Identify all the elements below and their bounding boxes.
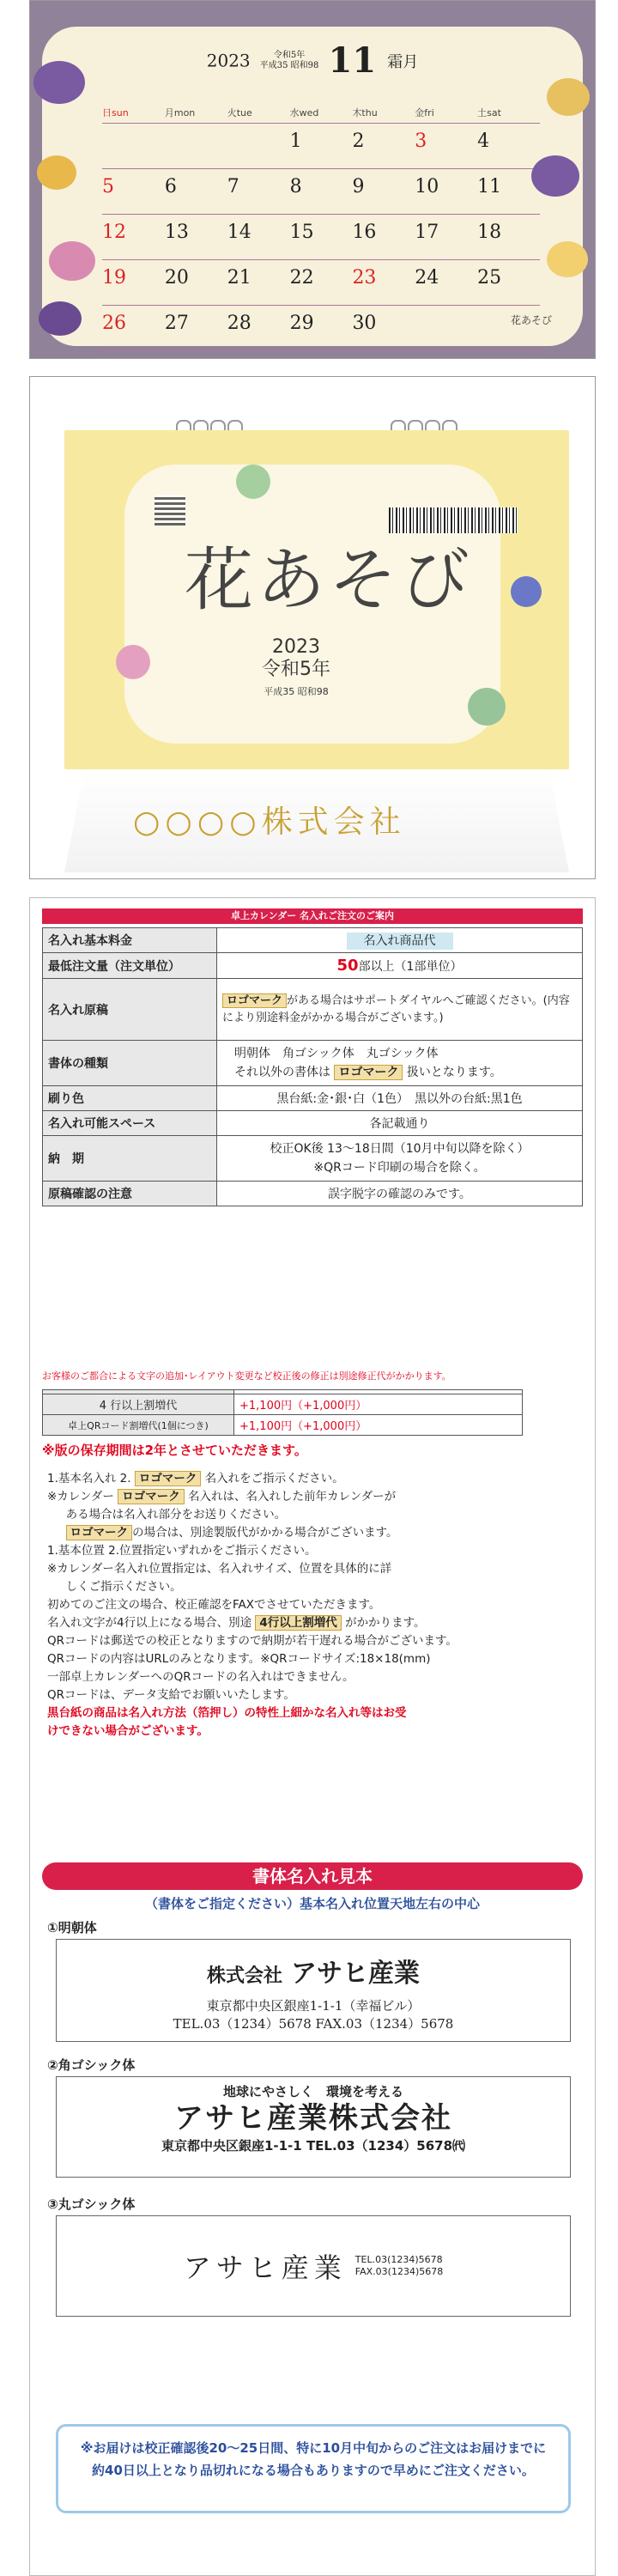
kaku-gothic-sample-box: 地球にやさしく 環境を考える アサヒ産業株式会社 東京都中央区銀座1-1-1 TEL.03（1234）5678㈹ xyxy=(56,2076,571,2178)
day-cell: 25 xyxy=(477,267,502,289)
pansy-decoration-icon xyxy=(547,78,590,116)
surcharge-table xyxy=(42,1389,523,1436)
font-sample-subheader: （書体をご指定ください）基本名入れ位置天地左右の中心 xyxy=(144,1896,480,1911)
spec-table xyxy=(42,927,583,1206)
table-row: 名入れ基本料金 名入れ商品代 xyxy=(43,928,583,953)
calendar-cover xyxy=(64,430,569,769)
delivery-notice: ※お届けは校正確認後20～25日間、特に10月中旬からのご注文はお届けまでに 約40日以上となり品切れになる場合もありますので早めにご注文ください。 xyxy=(56,2424,571,2513)
day-cell: 12 xyxy=(102,222,126,243)
revision-fee-note: お客様のご都合による文字の追加･レイアウト変更など校正後の修正は別途修正代がかかります。 xyxy=(42,1370,451,1382)
font-label-mincho: ①明朝体 xyxy=(47,1920,97,1935)
calendar-era: 令和5年 平成35 昭和98 xyxy=(259,50,319,70)
cover-year: 2023 令和5年 平成35 昭和98 xyxy=(262,636,330,697)
day-cell: 27 xyxy=(164,313,189,334)
day-cell: 14 xyxy=(227,222,251,243)
table-row: 名入れ原稿 ロゴマーク がある場合はサポートダイヤルへご確認ください。(内容により別途料金がかかる場合がございます。) xyxy=(43,979,583,1041)
week-row xyxy=(102,260,540,306)
plate-retention-note: ※版の保存期間は2年とさせていただきます。 xyxy=(42,1443,307,1458)
day-cell: 23 xyxy=(352,267,377,289)
day-cell: 22 xyxy=(289,267,314,289)
pansy-decoration-icon xyxy=(547,241,588,277)
cover-title: 花あそび xyxy=(185,540,473,620)
day-cell: 20 xyxy=(164,267,189,289)
imprint-name-sample: ○○○○株式会社 xyxy=(133,805,406,840)
table-row: 刷り色 黒台紙:金･銀･白（1色） 黒以外の台紙:黒1色 xyxy=(43,1086,583,1111)
order-info-section xyxy=(29,897,596,2576)
order-guide-banner: 卓上カレンダー 名入れご注文のご案内 xyxy=(42,908,583,924)
font-sample-header: 書体名入れ見本 xyxy=(42,1862,583,1890)
day-cell: 17 xyxy=(415,222,439,243)
day-cell: 5 xyxy=(102,176,114,197)
calendar-year: 2023 xyxy=(206,50,251,71)
weekday-label: 月mon xyxy=(164,107,196,118)
day-cell: 26 xyxy=(102,313,126,334)
product-photo xyxy=(29,376,596,879)
weekday-label: 木thu xyxy=(352,107,378,118)
day-cell: 2 xyxy=(352,131,365,152)
calendar-grid xyxy=(102,106,540,351)
pansy-decoration-icon xyxy=(39,301,82,336)
day-cell: 7 xyxy=(227,176,239,197)
day-cell: 8 xyxy=(289,176,302,197)
day-cell: 15 xyxy=(289,222,314,243)
calendar-header xyxy=(42,40,583,83)
font-label-kaku-gothic: ②角ゴシック体 xyxy=(47,2057,136,2073)
day-cell: 4 xyxy=(477,131,490,152)
week-row xyxy=(102,169,540,215)
table-row: 卓上QRコード割増代(1個につき) +1,100円（+1,000円） xyxy=(43,1415,523,1436)
qr-code-icon xyxy=(154,495,185,526)
flower-decoration-icon xyxy=(236,465,270,499)
calendar-month-jp: 霜月 xyxy=(387,52,419,71)
day-cell: 6 xyxy=(164,176,177,197)
day-cell: 29 xyxy=(289,313,314,334)
table-row: 4 行以上割増代 +1,100円（+1,000円） xyxy=(43,1394,523,1415)
flower-decoration-icon xyxy=(116,645,150,679)
day-cell: 19 xyxy=(102,267,126,289)
day-cell: 1 xyxy=(289,131,302,152)
pansy-decoration-icon xyxy=(531,155,579,197)
weekday-label: 金fri xyxy=(415,107,434,118)
calendar-month: 11 xyxy=(328,40,377,81)
weekday-label: 火tue xyxy=(227,107,252,118)
day-cell: 24 xyxy=(415,267,439,289)
calendar-sheet xyxy=(42,27,583,346)
day-cell: 18 xyxy=(477,222,502,243)
maru-gothic-sample-box: アサヒ産業 TEL.03(1234)5678 FAX.03(1234)5678 xyxy=(56,2215,571,2317)
day-cell: 16 xyxy=(352,222,377,243)
font-label-maru-gothic: ③丸ゴシック体 xyxy=(47,2196,136,2212)
day-cell: 9 xyxy=(352,176,365,197)
week-row xyxy=(102,215,540,260)
table-row: 書体の種類 明朝体 角ゴシック体 丸ゴシック体 それ以外の書体は ロゴマーク 扱いとなります。 xyxy=(43,1041,583,1086)
pansy-decoration-icon xyxy=(33,61,85,104)
flower-decoration-icon xyxy=(511,576,542,607)
flower-decoration-icon xyxy=(468,688,506,726)
table-row: 最低注文量（注文単位） 50部以上（1部単位） xyxy=(43,953,583,979)
pansy-decoration-icon xyxy=(49,241,95,281)
day-cell: 10 xyxy=(415,176,439,197)
day-cell xyxy=(415,306,477,350)
weekday-label: 水wed xyxy=(289,107,319,118)
day-cell: 11 xyxy=(477,176,502,197)
day-cell: 30 xyxy=(352,313,377,334)
day-cell xyxy=(227,124,290,168)
pansy-decoration-icon xyxy=(37,155,76,190)
week-row xyxy=(102,306,540,351)
weekday-label: 土sat xyxy=(477,107,501,118)
day-cell: 28 xyxy=(227,313,251,334)
calendar-page-image xyxy=(29,0,596,359)
calendar-brand: 花あそび xyxy=(510,314,552,326)
day-cell xyxy=(102,124,165,168)
day-cell: 13 xyxy=(164,222,189,243)
table-row: 名入れ可能スペース 各記載通り xyxy=(43,1111,583,1136)
table-row: 原稿確認の注意 誤字脱字の確認のみです。 xyxy=(43,1182,583,1206)
day-cell xyxy=(165,124,227,168)
week-row xyxy=(102,124,540,169)
table-row: 納 期 校正OK後 13～18日間（10月中旬以降を除く） ※QRコード印刷の場合を除く。 xyxy=(43,1136,583,1182)
mincho-sample-box: 株式会社 アサヒ産業 東京都中央区銀座1-1-1（幸福ビル） TEL.03（1234）5678 FAX.03（1234）5678 xyxy=(56,1939,571,2042)
day-cell: 21 xyxy=(227,267,251,289)
weekday-label: 日sun xyxy=(102,107,129,118)
instruction-notes: 1.基本名入れ 2. ロゴマーク 名入れをご指示ください。 ※カレンダー ロゴマーク 名入れは、名入れした前年カレンダーが ある場合は名入れ部分をお送りください。 ロゴマーク の場合は、別途製版代がかかる場合がございます。 1.基本位置 2.位置指定いずれかをご指示ください。 ※カレンダー名入れ位置指定は、名入れサイズ、位置を具体的に詳 しくご指示ください。 初めてのご注文の場合、校正確認をFAXでさせていただきます。 名入れ文字が4行以上になる場合、別途 4行以上割増代 がかかります。 QRコードは郵送での校正となりますので納期が若干遅れる場合がございます。 QRコードの内容はURLのみとなります。※QRコードサイズ:18×18(mm) 一部卓上カレンダーへのQRコードの名入れはできません。 QRコードは、データ支給でお願いいたします。 黒台紙の商品は名入れ方法（箔押し）の特性上細かな名入れ等はお受 けできない場合がございます。 xyxy=(47,1472,457,1738)
day-cell: 3 xyxy=(415,131,427,152)
weekday-row xyxy=(102,106,540,124)
